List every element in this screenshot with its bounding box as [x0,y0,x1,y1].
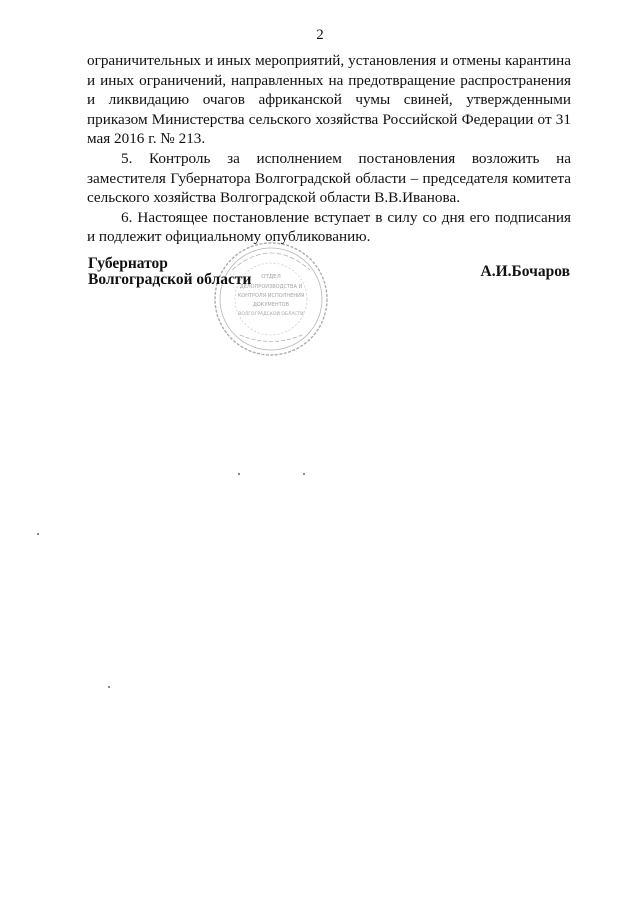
scan-speck [37,533,39,535]
paragraph-continuation: ограничительных и иных мероприятий, установления и отмены карантина и иных ограничений, направленных на предотвращение распространения и ликвидацию очагов африканской чумы свиней, утвержденными приказом Министерства сельского хозяйства Российской Федерации от 31 мая 2016 г. № 213. [87,52,571,148]
signatory-name: А.И.Бочаров [480,263,570,280]
paragraph-item-6: 6. Настоящее постановление вступает в силу со дня его подписания и подлежит официальному опубликованию. [87,208,571,246]
document-body [87,51,571,247]
seal-text-line-4: ДОКУМЕНТОВ [252,302,290,308]
seal-text-line-1: ОТДЕЛ [261,274,281,280]
signatory-title-line-1: Губернатор [88,255,168,272]
scan-speck [303,473,305,475]
signature-block [88,256,570,296]
signatory-title-line-2: Волгоградской области [88,271,252,288]
seal-text-line-2: ДЕЛОПРОИЗВОДСТВА И [239,284,303,290]
page-number: 2 [316,27,324,43]
paragraph-item-5: 5. Контроль за исполнением постановления возложить на заместителя Губернатора Волгоградской области – председателя комитета сельского хозяйства Волгоградской области В.В.Иванова. [87,149,571,207]
seal-text-line-3: КОНТРОЛЯ ИСПОЛНЕНИЯ [237,293,305,299]
seal-text-line-5: ВОЛГОГРАДСКОЙ ОБЛАСТИ [238,312,304,317]
signatory-title [88,256,251,288]
scan-speck [238,473,240,475]
scan-speck [108,686,110,688]
